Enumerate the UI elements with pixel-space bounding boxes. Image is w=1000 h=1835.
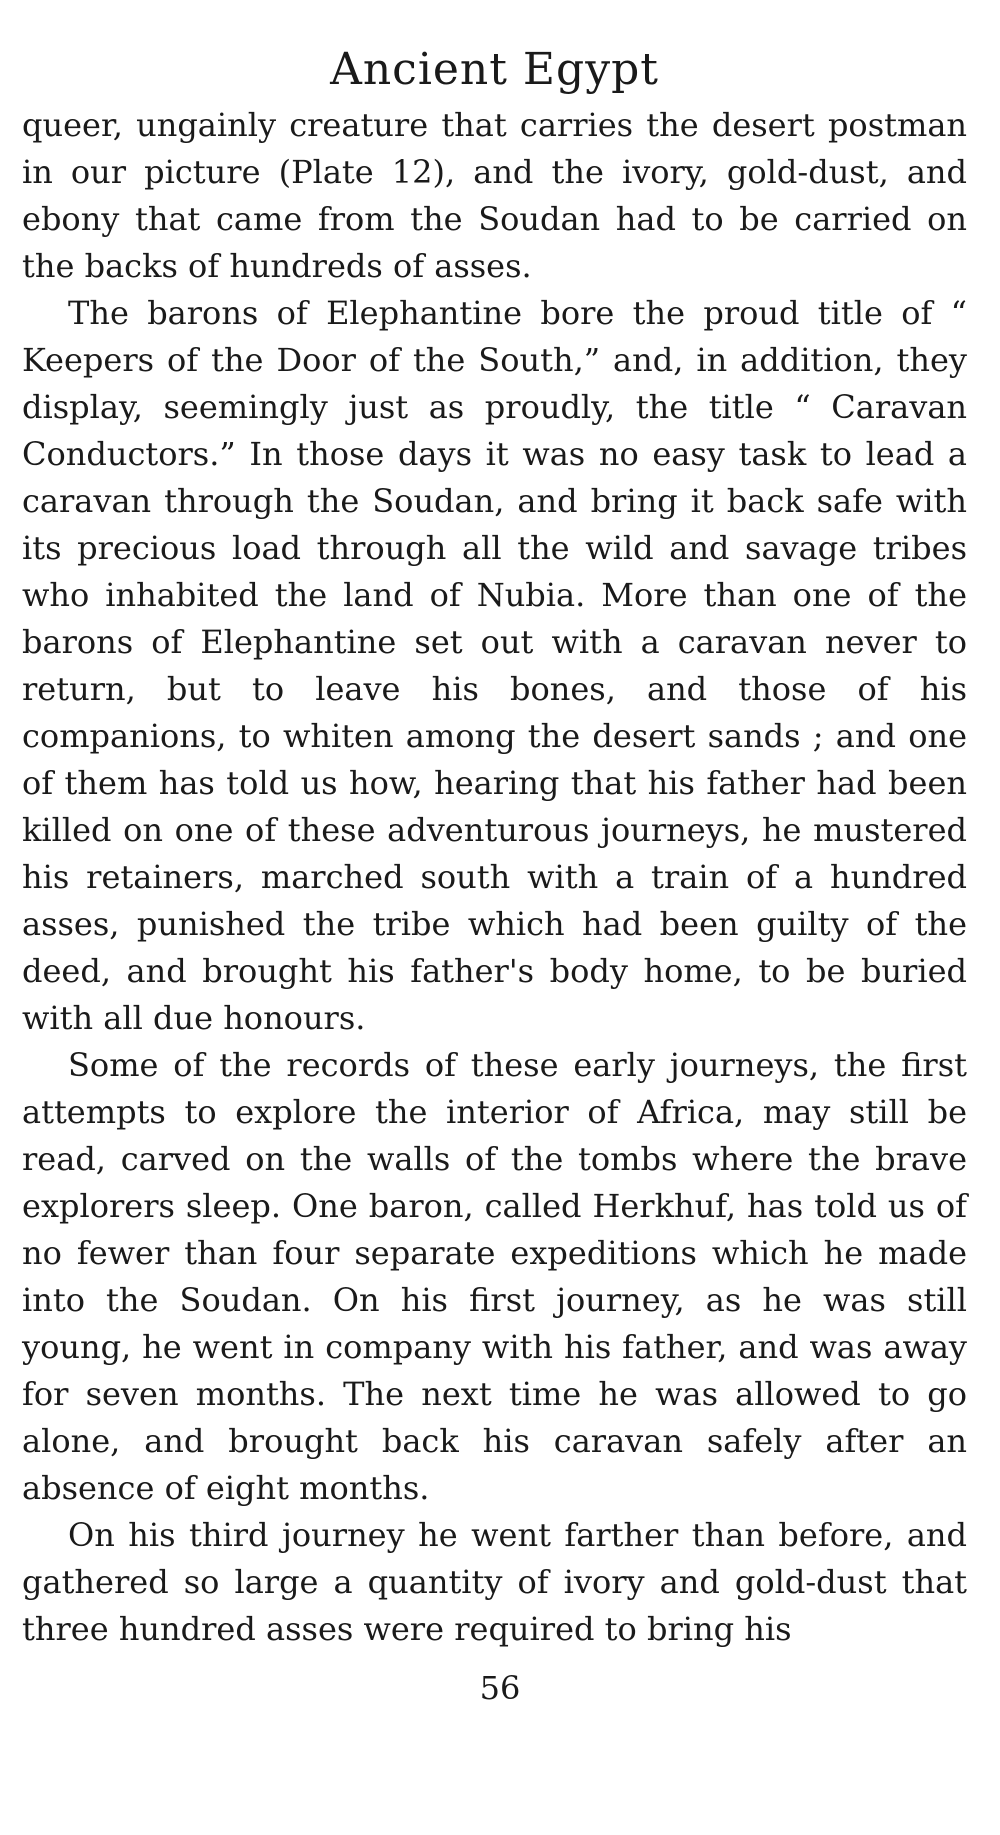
paragraph-records: Some of the records of these early journeys, the first attempts to explore the interior of Africa, may still be read, carved on the walls of the tombs where the brave explorers sleep. One baron, called Herkhuf, has told us of no fewer than four separate expeditions which he made into the Soudan. On his first journey, as he was still young, he went in company with his father, and was away for seven months. The next time he was allowed to go alone, and brought back his caravan safely after an absence of eight months. <box>22 1046 967 1507</box>
paragraph-third-journey: On his third journey he went farther than before, and gathered so large a quantity of ivory and gold-dust that three hundred asses were required to bring his <box>22 1516 967 1648</box>
paragraph-barons: The barons of Elephantine bore the proud title of “ Keepers of the Door of the South,” and, in addition, they display, seemingly just as proudly, the title “ Caravan Conductors.” In those days it was no easy task to lead a caravan through the Soudan, and bring it back safe with its precious load through all the wild and savage tribes who inhabited the land of Nubia. More than one of the barons of Elephantine set out with a caravan never to return, but to leave his bones, and those of his companions, to whiten among the desert sands ; and one of them has told us how, hearing that his father had been killed on one of these adventurous journeys, he mustered his retainers, marched south with a train of a hundred asses, punished the tribe which had been guilty of the deed, and brought his father's body home, to be buried with all due honours. <box>22 294 967 1037</box>
paragraph-continued: queer, ungainly creature that carries the desert postman in our picture (Plate 12), and the ivory, gold-dust, and ebony that came from the Soudan had to be carried on the backs of hundreds of asses. <box>22 106 967 285</box>
book-page <box>22 40 967 1653</box>
body-text <box>22 102 967 1653</box>
page-number: 56 <box>479 1669 521 1707</box>
running-title: Ancient Egypt <box>330 44 659 95</box>
